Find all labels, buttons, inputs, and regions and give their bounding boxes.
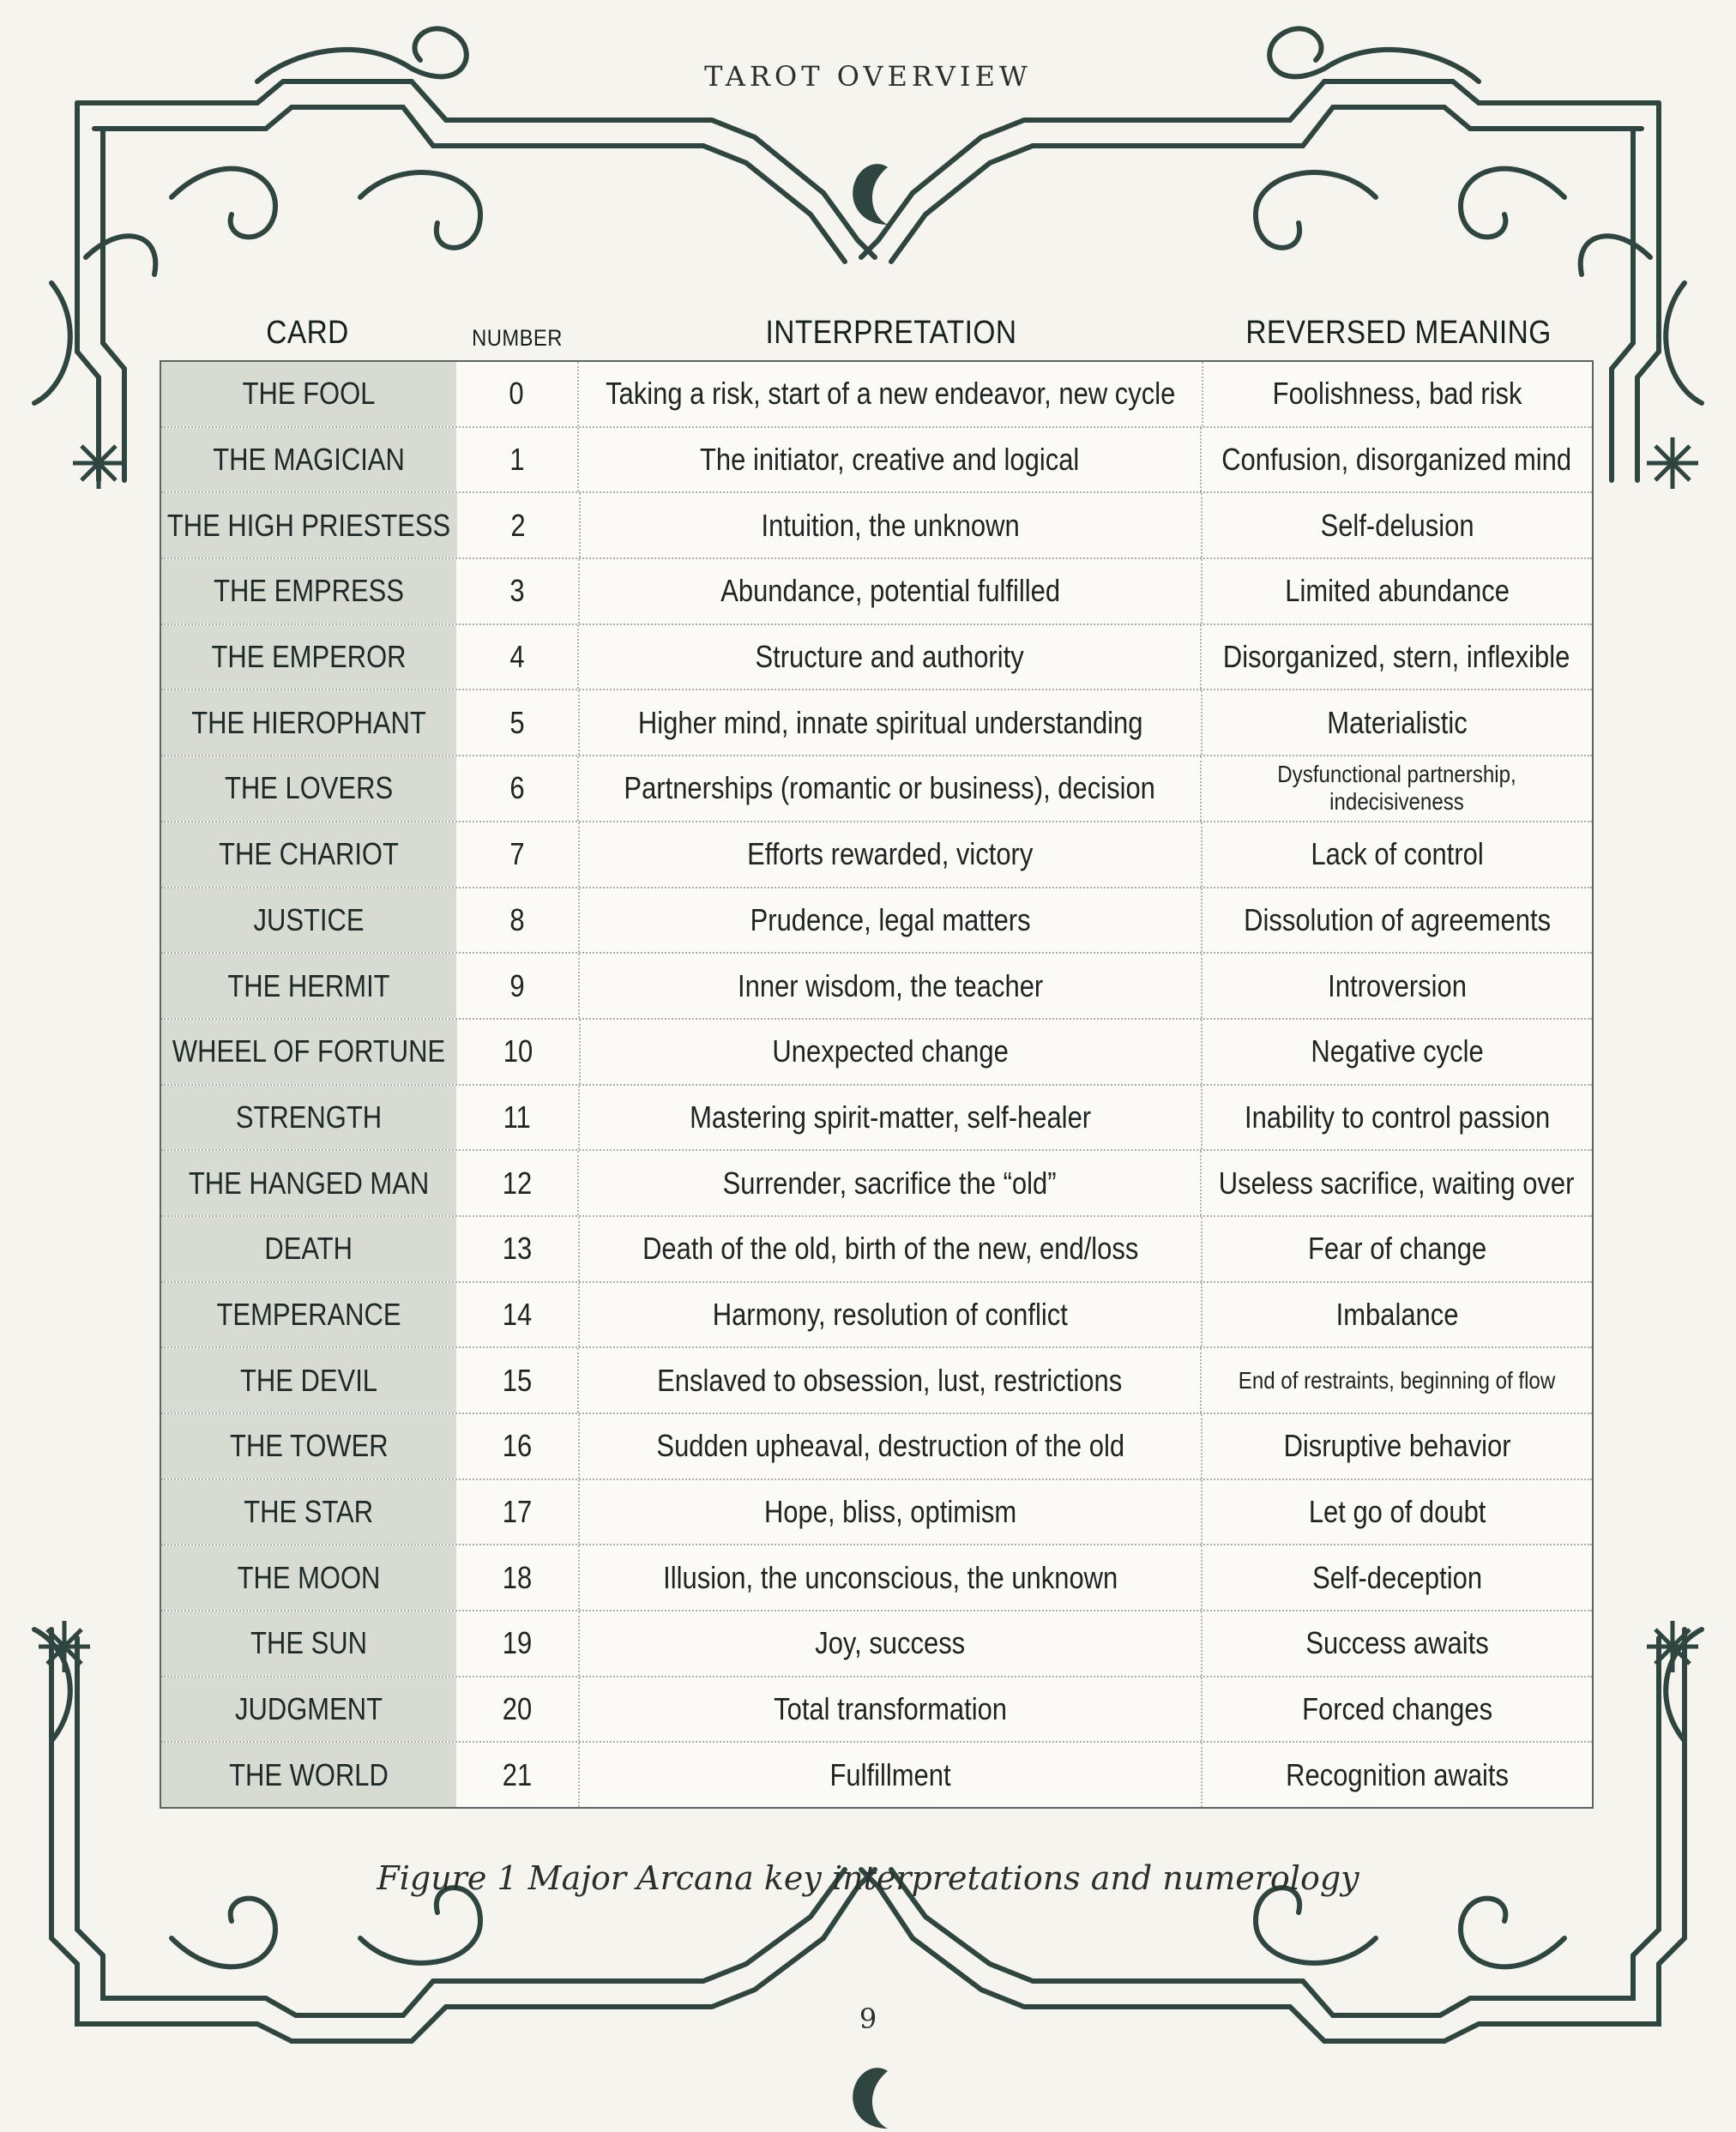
card-interpretation	[580, 1086, 1203, 1150]
card-interpretation-text: Fulfillment	[829, 1756, 951, 1792]
card-reversed-meaning-text: Introversion	[1328, 967, 1467, 1003]
card-number-text: 9	[509, 967, 525, 1003]
card-interpretation-text: Taking a risk, start of a new endeavor, new cycle	[605, 376, 1176, 412]
card-number-text: 1	[509, 442, 525, 478]
card-name	[161, 1086, 456, 1150]
card-reversed-meaning-text: Let go of doubt	[1308, 1494, 1486, 1530]
card-name-text: THE MAGICIAN	[213, 442, 405, 478]
card-reversed-meaning-text: Disruptive behavior	[1283, 1428, 1511, 1464]
card-number	[456, 756, 580, 821]
card-reversed-meaning-text: Recognition awaits	[1286, 1756, 1509, 1792]
card-number-text: 0	[509, 376, 524, 412]
card-number	[456, 1545, 580, 1610]
table-row	[161, 1480, 1592, 1546]
table-row	[161, 428, 1592, 494]
table-row	[161, 888, 1592, 955]
card-number	[457, 493, 581, 557]
card-interpretation	[579, 1348, 1202, 1412]
card-interpretation-text: The initiator, creative and logical	[700, 442, 1080, 478]
card-interpretation-text: Death of the old, birth of the new, end/loss	[642, 1231, 1139, 1267]
table-row	[161, 625, 1592, 691]
card-reversed-meaning	[1203, 362, 1592, 426]
card-name	[161, 1611, 456, 1676]
card-reversed-meaning	[1203, 1283, 1592, 1347]
card-interpretation	[580, 1283, 1203, 1347]
card-reversed-meaning-text: Useless sacrifice, waiting over	[1219, 1165, 1575, 1201]
table-row	[161, 493, 1592, 559]
card-interpretation-text: Efforts rewarded, victory	[747, 836, 1034, 872]
card-number	[456, 1348, 580, 1412]
card-reversed-meaning	[1203, 822, 1592, 887]
card-name-text: THE HANGED MAN	[188, 1165, 430, 1201]
card-number-text: 16	[502, 1428, 533, 1464]
card-number	[456, 1743, 580, 1807]
card-reversed-meaning-text: Materialistic	[1327, 704, 1468, 740]
table-body	[160, 360, 1594, 1809]
card-name	[161, 625, 456, 690]
table-row	[161, 822, 1592, 888]
card-interpretation-text: Harmony, resolution of conflict	[712, 1296, 1069, 1332]
card-reversed-meaning	[1203, 1611, 1592, 1676]
card-name-text: JUSTICE	[253, 901, 365, 937]
card-name-text: THE EMPRESS	[214, 573, 405, 609]
card-name-text: TEMPERANCE	[216, 1296, 401, 1332]
card-interpretation	[580, 1545, 1203, 1610]
card-interpretation-text: Hope, bliss, optimism	[763, 1494, 1017, 1530]
card-reversed-meaning-text: Self-deception	[1312, 1559, 1483, 1595]
card-name-text: DEATH	[264, 1231, 353, 1267]
card-name	[161, 1348, 456, 1412]
card-interpretation-text: Intuition, the unknown	[761, 507, 1021, 543]
moon-icon-bottom	[853, 2068, 888, 2129]
card-number	[456, 625, 580, 690]
card-name	[161, 1020, 457, 1084]
table-row	[161, 1283, 1592, 1349]
card-number-text: 17	[502, 1494, 533, 1530]
card-number-text: 19	[502, 1625, 533, 1661]
card-number-text: 8	[509, 901, 525, 937]
card-reversed-meaning-text: Foolishness, bad risk	[1273, 376, 1522, 412]
card-reversed-meaning	[1202, 1348, 1592, 1412]
card-name-text: THE FOOL	[242, 376, 376, 412]
card-name-text: THE STAR	[244, 1494, 374, 1530]
card-reversed-meaning	[1203, 493, 1592, 557]
card-reversed-meaning	[1203, 888, 1592, 953]
card-reversed-meaning-text: Fear of change	[1307, 1231, 1487, 1267]
table-row	[161, 362, 1592, 428]
major-arcana-table	[160, 292, 1594, 1809]
card-interpretation	[581, 493, 1203, 557]
card-interpretation-text: Surrender, sacrifice the “old”	[722, 1165, 1057, 1201]
card-reversed-meaning	[1202, 756, 1592, 821]
card-name	[161, 1283, 456, 1347]
card-name-text: THE TOWER	[229, 1428, 389, 1464]
card-number-text: 5	[509, 704, 525, 740]
table-row	[161, 1217, 1592, 1283]
card-name	[161, 493, 457, 557]
header-card: CARD	[266, 315, 349, 351]
card-number	[456, 1480, 580, 1545]
card-name-text: THE EMPEROR	[211, 639, 407, 675]
card-number-text: 7	[509, 836, 525, 872]
card-name	[161, 1545, 456, 1610]
card-number-text: 12	[502, 1165, 532, 1201]
card-name	[161, 1480, 456, 1545]
card-reversed-meaning	[1203, 1677, 1592, 1742]
card-reversed-meaning	[1203, 1743, 1592, 1807]
table-row	[161, 1611, 1592, 1677]
table-row	[161, 1545, 1592, 1611]
card-name	[161, 1743, 456, 1807]
card-interpretation-text: Sudden upheaval, destruction of the old	[656, 1428, 1124, 1464]
card-interpretation	[580, 1677, 1203, 1742]
card-name-text: THE HIEROPHANT	[191, 704, 426, 740]
card-reversed-meaning-text: Negative cycle	[1311, 1033, 1484, 1069]
card-interpretation	[579, 1151, 1202, 1215]
card-number	[456, 1151, 580, 1215]
card-number	[456, 1217, 580, 1281]
card-interpretation	[579, 362, 1203, 426]
card-interpretation	[580, 559, 1203, 623]
card-reversed-meaning	[1203, 1414, 1592, 1479]
card-interpretation-text: Partnerships (romantic or business), decision	[624, 770, 1155, 806]
table-row	[161, 756, 1592, 822]
card-name	[161, 888, 456, 953]
table-row	[161, 1086, 1592, 1152]
card-reversed-meaning-text: Success awaits	[1305, 1625, 1489, 1661]
figure-caption: Figure 1 Major Arcana key interpretations and numerology	[377, 1859, 1359, 1897]
card-reversed-meaning-text: Forced changes	[1302, 1691, 1493, 1727]
card-interpretation	[579, 625, 1202, 690]
card-interpretation-text: Structure and authority	[755, 639, 1024, 675]
card-name	[161, 1414, 456, 1479]
card-interpretation-text: Higher mind, innate spiritual understanding	[637, 704, 1143, 740]
card-interpretation	[580, 1480, 1203, 1545]
card-number	[456, 888, 580, 953]
card-name-text: JUDGMENT	[235, 1691, 383, 1727]
card-interpretation-text: Illusion, the unconscious, the unknown	[662, 1559, 1118, 1595]
card-interpretation	[580, 954, 1203, 1018]
card-number-text: 3	[509, 573, 525, 609]
card-interpretation	[580, 1414, 1203, 1479]
page-number: 9	[859, 2003, 877, 2035]
card-interpretation-text: Prudence, legal matters	[750, 901, 1031, 937]
card-reversed-meaning-text: End of restraints, beginning of flow	[1238, 1366, 1556, 1394]
table-row	[161, 1348, 1592, 1414]
card-number-text: 6	[509, 770, 525, 806]
card-name-text: THE WORLD	[229, 1756, 389, 1792]
card-reversed-meaning-text: Disorganized, stern, inflexible	[1223, 639, 1570, 675]
card-number-text: 11	[503, 1099, 532, 1135]
card-reversed-meaning-text: Inability to control passion	[1244, 1099, 1551, 1135]
card-number-text: 2	[510, 507, 526, 543]
card-name	[161, 1217, 456, 1281]
card-interpretation	[581, 1020, 1203, 1084]
card-name-text: WHEEL OF FORTUNE	[172, 1033, 446, 1069]
card-reversed-meaning	[1203, 954, 1592, 1018]
table-row	[161, 1020, 1592, 1086]
card-reversed-meaning	[1203, 1545, 1592, 1610]
card-interpretation-text: Enslaved to obsession, lust, restrictions	[657, 1362, 1123, 1398]
card-number-text: 14	[502, 1296, 533, 1332]
running-head: TAROT OVERVIEW	[704, 60, 1032, 93]
card-name-text: THE DEVIL	[239, 1362, 377, 1398]
card-interpretation	[580, 822, 1203, 887]
table-row	[161, 559, 1592, 625]
card-number-text: 18	[502, 1559, 533, 1595]
card-number	[456, 822, 580, 887]
card-name-text: THE SUN	[250, 1625, 368, 1661]
card-number	[456, 428, 580, 492]
card-reversed-meaning-text: Limited abundance	[1285, 573, 1510, 609]
card-number	[456, 954, 580, 1018]
card-interpretation-text: Total transformation	[774, 1691, 1007, 1727]
card-reversed-meaning-text: Self-delusion	[1320, 507, 1474, 543]
card-number-text: 13	[502, 1231, 533, 1267]
table-row	[161, 954, 1592, 1020]
card-interpretation	[580, 690, 1203, 755]
table-row	[161, 1414, 1592, 1480]
table-row	[161, 1677, 1592, 1744]
card-interpretation-text: Abundance, potential fulfilled	[720, 573, 1060, 609]
card-number	[457, 1020, 581, 1084]
card-interpretation	[580, 1217, 1203, 1281]
card-name	[161, 822, 456, 887]
card-name	[161, 1151, 456, 1215]
card-reversed-meaning	[1202, 428, 1592, 492]
card-interpretation	[580, 1611, 1203, 1676]
card-number	[456, 362, 579, 426]
card-reversed-meaning-text: Lack of control	[1311, 836, 1484, 872]
card-number	[456, 1677, 580, 1742]
card-number-text: 21	[502, 1756, 533, 1792]
card-name	[161, 362, 456, 426]
table-row	[161, 1743, 1592, 1807]
header-interpretation: INTERPRETATION	[765, 315, 1017, 351]
card-reversed-meaning-text: Confusion, disorganized mind	[1221, 442, 1572, 478]
table-header	[160, 292, 1594, 360]
card-number	[456, 690, 580, 755]
moon-icon	[853, 164, 888, 225]
card-number	[456, 1283, 580, 1347]
table-row	[161, 1151, 1592, 1217]
card-reversed-meaning	[1202, 625, 1592, 690]
card-name-text: THE HIGH PRIESTESS	[167, 507, 451, 543]
card-number	[456, 559, 580, 623]
card-interpretation	[579, 428, 1202, 492]
card-reversed-meaning	[1203, 1020, 1592, 1084]
card-interpretation	[579, 756, 1202, 821]
card-reversed-meaning	[1203, 690, 1592, 755]
card-name-text: THE LOVERS	[224, 770, 393, 806]
card-reversed-meaning	[1203, 559, 1592, 623]
card-name	[161, 756, 456, 821]
card-name-text: THE CHARIOT	[219, 836, 400, 872]
card-interpretation-text: Joy, success	[815, 1625, 966, 1661]
card-number-text: 10	[503, 1033, 533, 1069]
card-number	[456, 1414, 580, 1479]
card-name	[161, 954, 456, 1018]
header-number: NUMBER	[472, 325, 563, 351]
card-interpretation	[580, 888, 1203, 953]
card-name	[161, 559, 456, 623]
card-name	[161, 690, 456, 755]
card-number	[456, 1611, 580, 1676]
card-reversed-meaning	[1203, 1217, 1592, 1281]
card-reversed-meaning	[1203, 1480, 1592, 1545]
card-name-text: STRENGTH	[235, 1099, 383, 1135]
card-number-text: 20	[502, 1691, 533, 1727]
card-number	[456, 1086, 580, 1150]
card-number-text: 4	[509, 639, 525, 675]
card-reversed-meaning-text: Imbalance	[1335, 1296, 1459, 1332]
table-row	[161, 690, 1592, 756]
card-reversed-meaning-text: Dissolution of agreements	[1244, 901, 1552, 937]
card-interpretation-text: Mastering spirit-matter, self-healer	[689, 1099, 1091, 1135]
header-reversed: REVERSED MEANING	[1245, 315, 1552, 351]
card-name-text: THE MOON	[237, 1559, 381, 1595]
card-reversed-meaning	[1203, 1086, 1592, 1150]
card-interpretation-text: Unexpected change	[772, 1033, 1010, 1069]
card-interpretation	[580, 1743, 1203, 1807]
card-reversed-meaning-text: Dysfunctional partnership, indecisiveness	[1277, 761, 1516, 816]
card-reversed-meaning	[1202, 1151, 1592, 1215]
card-interpretation-text: Inner wisdom, the teacher	[737, 967, 1044, 1003]
card-name	[161, 1677, 456, 1742]
card-number-text: 15	[502, 1362, 532, 1398]
card-name-text: THE HERMIT	[227, 967, 390, 1003]
card-name	[161, 428, 456, 492]
